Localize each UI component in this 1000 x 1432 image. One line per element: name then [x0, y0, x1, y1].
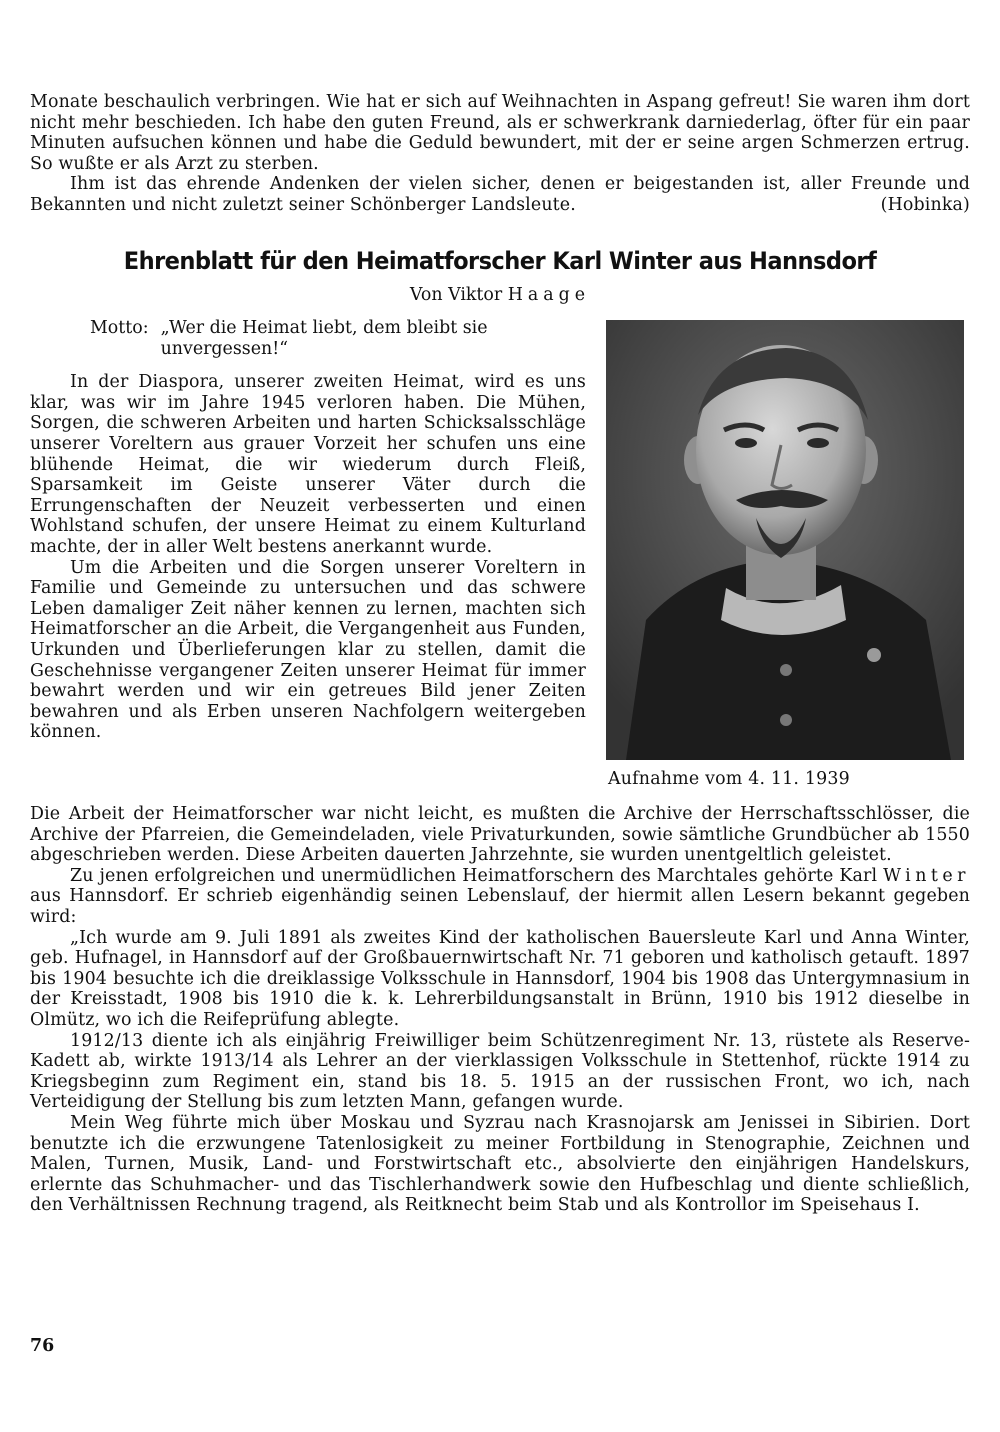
article-title: Ehrenblatt für den Heimatforscher Karl Winter aus Hannsdorf: [123, 247, 877, 275]
intro-paragraph-1: Monate beschaulich verbringen. Wie hat er sich auf Weihnachten in Aspang gefreut! Sie waren ihm dort nicht mehr beschieden. Ich habe den guten Freund, als er schwerkrank darniederlag, öfter für ein paar Minuten aufsuchen können und habe die Geduld bewundert, mit der er seine argen Schmerzen ertrug. So wußte er als Arzt zu sterben.: [30, 92, 970, 174]
body-paragraph-7: Mein Weg führte mich über Moskau und Syzrau nach Krasnojarsk am Jenissei in Sibirien. Dort benutzte ich die erzwungene Tatenlosigkeit zu meiner Fortbildung in Stenographie, Zeichnen und Malen, Turnen, Musik, Land- und Forstwirtschaft etc., absolvierte den einjährigen Handelskurs, erlernte das Schuhmacher- und das Tischlerhandwerk sowie den Hufbeschlag und diente schließlich, den Verhältnissen Rechnung tragend, als Reitknecht beim Stab und als Kontrollor im Speisehaus I.: [30, 1112, 970, 1216]
author-name: Haage: [507, 285, 591, 305]
motto-label: Motto:: [90, 318, 149, 338]
body-paragraph-4: [30, 866, 970, 928]
intro-paragraph-2: [30, 174, 970, 215]
paragraph-4-end: aus Hannsdorf. Er schrieb eigenhändig seinen Lebenslauf, der hiermit allen Lesern bekannt gegeben wird:: [30, 886, 970, 927]
portrait-illustration: [606, 320, 964, 760]
article-body: [30, 804, 970, 1216]
paragraph-4-start: Zu jenen erfolgreichen und unermüdlichen Heimatforschern des Marchtales gehörte Karl: [70, 865, 878, 886]
body-paragraph-6: 1912/13 diente ich als einjährig Freiwilliger beim Schützenregiment Nr. 13, rüstete als Reserve-Kadett ab, wirkte 1913/14 als Lehrer an der vierklassigen Volksschule in Stettenhof, rückte 1914 zu Kriegsbeginn zum Regiment ein, stand bis 18. 5. 1915 an der russischen Front, wo ich, nach Verteidigung der Stellung bis zum letzten Mann, gefangen wurde.: [30, 1030, 970, 1113]
body-paragraph-3: Die Arbeit der Heimatforscher war nicht leicht, es mußten die Archive der Herrschaftsschlösser, die Archive der Pfarreien, die Gemeindeladen, viele Privaturkunden, sowie sämtliche Grundbücher ab 1550 abgeschrieben werden. Diese Arbeiten dauerten Jahrzehnte, sie wurden unentgeltlich geleistet.: [30, 804, 970, 866]
previous-article-ending: [30, 92, 970, 216]
photo-caption: Aufnahme vom 4. 11. 1939: [608, 769, 850, 789]
portrait-photo: [606, 320, 964, 760]
intro-paragraph-2-text: Ihm ist das ehrende Andenken der vielen sicher, denen er beigestanden ist, aller Freunde und Bekannten und nicht zuletzt seiner Schönberger Landsleute.: [30, 174, 970, 215]
left-column: [30, 318, 586, 743]
body-paragraph-5: „Ich wurde am 9. Juli 1891 als zweites Kind der katholischen Bauersleute Karl und Anna Winter, geb. Hufnagel, in Hannsdorf auf der Großbauernwirtschaft Nr. 71 geboren und katholisch getauft. 1897 bis 1904 besuchte ich die dreiklassige Volksschule in Hannsdorf, 1904 bis 1908 das Untergymnasium in der Kreisstadt, 1908 bis 1910 die k. k. Lehrerbildungsanstalt in Brünn, 1910 bis 1912 dieselbe in Olmütz, wo ich die Reifeprüfung ablegte.: [30, 927, 970, 1030]
motto-text: „Wer die Heimat liebt, dem bleibt sie unvergessen!“: [160, 318, 488, 359]
paragraph-4-name: Winter: [883, 865, 970, 886]
column-paragraph-1: In der Diaspora, unserer zweiten Heimat, wird es uns klar, was wir im Jahre 1945 verloren haben. Die Mühen, Sorgen, die schweren Arbeiten und harten Schicksalsschläge unserer Voreltern aus grauer Vorzeit her schufen uns eine blühende Heimat, die wir wiederum durch Fleiß, Sparsamkeit im Geiste unserer Väter durch die Errungenschaften der Neuzeit verbesserten und einen Wohlstand schufen, der unsere Heimat zu einem Kulturland machte, der in aller Welt bestens anerkannt wurde.: [30, 372, 586, 557]
intro-signature: (Hobinka): [880, 194, 970, 215]
article-author: [0, 285, 1000, 305]
column-paragraph-2: Um die Arbeiten und die Sorgen unserer Voreltern in Familie und Gemeinde zu untersuchen und das schwere Leben damaliger Zeit näher kennen zu lernen, machten sich Heimatforscher an die Arbeit, die Vergangenheit aus Funden, Urkunden und Überlieferungen klar zu stellen, damit die Geschehnisse vergangener Zeiten unserer Heimat für immer bewahrt werden und wir ein getreues Bild jener Zeiten bewahren und als Erben unseren Nachfolgern weitergeben können.: [30, 557, 586, 743]
author-prefix: Von Viktor: [409, 285, 503, 305]
motto: [90, 318, 586, 359]
page-number: 76: [30, 1336, 55, 1356]
